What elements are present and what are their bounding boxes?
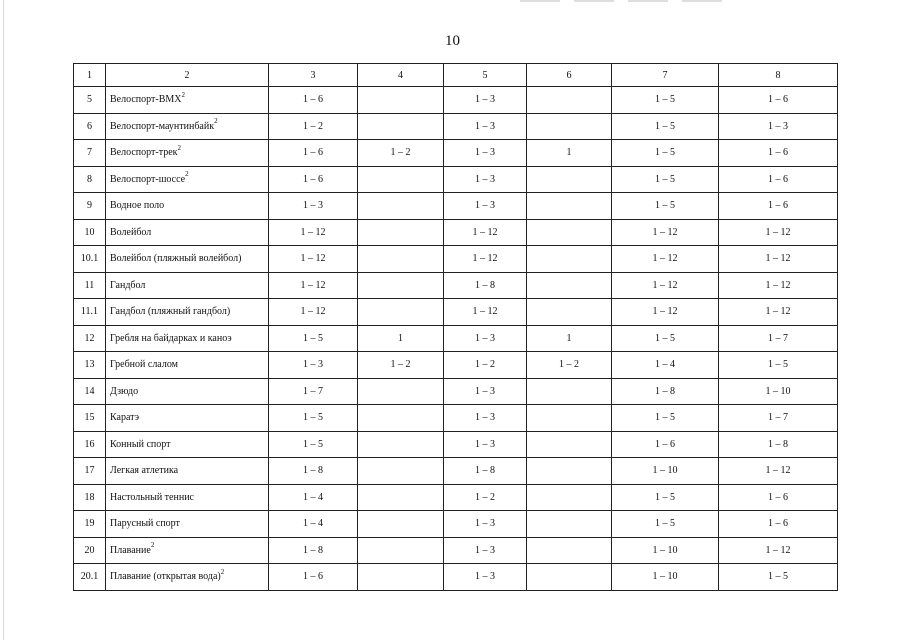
sport-name: Гребля на байдарках и каноэ — [110, 332, 232, 344]
value-cell-8: 1 – 5 — [719, 564, 838, 591]
value-cell-5: 1 – 2 — [444, 484, 527, 511]
value-cell-4 — [358, 219, 444, 246]
table-row — [74, 166, 838, 193]
value-cell-3: 1 – 6 — [269, 564, 358, 591]
value-cell-7: 1 – 5 — [612, 484, 719, 511]
value-cell-7: 1 – 8 — [612, 378, 719, 405]
table-body — [74, 87, 838, 591]
value-cell-4 — [358, 272, 444, 299]
column-header-4: 4 — [358, 64, 444, 87]
value-cell-7: 1 – 10 — [612, 458, 719, 485]
value-cell-3: 1 – 5 — [269, 325, 358, 352]
column-header-6: 6 — [527, 64, 612, 87]
sport-name: Плавание (открытая вода) — [110, 571, 221, 583]
value-cell-5: 1 – 3 — [444, 166, 527, 193]
column-header-8: 8 — [719, 64, 838, 87]
value-cell-4 — [358, 193, 444, 220]
sport-name: Плавание — [110, 544, 151, 556]
sport-name-cell — [106, 484, 269, 511]
value-cell-3: 1 – 5 — [269, 431, 358, 458]
value-cell-5: 1 – 3 — [444, 378, 527, 405]
value-cell-5: 1 – 12 — [444, 219, 527, 246]
sport-name: Каратэ — [110, 412, 140, 424]
table-row — [74, 219, 838, 246]
value-cell-4 — [358, 511, 444, 538]
value-cell-7: 1 – 12 — [612, 219, 719, 246]
value-cell-8: 1 – 7 — [719, 325, 838, 352]
footnote-marker: 2 — [185, 170, 189, 179]
sport-name: Гандбол (пляжный гандбол) — [110, 306, 231, 318]
sport-name-cell — [106, 193, 269, 220]
row-number: 16 — [74, 431, 106, 458]
value-cell-6 — [527, 564, 612, 591]
sport-name-cell — [106, 431, 269, 458]
value-cell-6 — [527, 113, 612, 140]
value-cell-5: 1 – 3 — [444, 140, 527, 167]
value-cell-3: 1 – 8 — [269, 458, 358, 485]
footnote-marker: 2 — [220, 567, 225, 576]
value-cell-7: 1 – 12 — [612, 299, 719, 326]
table-row — [74, 405, 838, 432]
column-header-7: 7 — [612, 64, 719, 87]
value-cell-7: 1 – 5 — [612, 140, 719, 167]
value-cell-7: 1 – 12 — [612, 272, 719, 299]
value-cell-6: 1 — [527, 140, 612, 167]
value-cell-6 — [527, 431, 612, 458]
value-cell-5: 1 – 3 — [444, 87, 527, 114]
value-cell-8: 1 – 6 — [719, 140, 838, 167]
value-cell-4 — [358, 246, 444, 273]
table-row — [74, 272, 838, 299]
sport-name: Настольный теннис — [110, 491, 194, 503]
value-cell-3: 1 – 7 — [269, 378, 358, 405]
value-cell-8: 1 – 12 — [719, 458, 838, 485]
value-cell-3: 1 – 12 — [269, 272, 358, 299]
row-number: 6 — [74, 113, 106, 140]
value-cell-5: 1 – 3 — [444, 113, 527, 140]
value-cell-5: 1 – 3 — [444, 325, 527, 352]
sport-name: Гребной слалом — [110, 359, 178, 371]
sport-name: Велоспорт-маунтинбайк — [110, 120, 215, 132]
value-cell-4: 1 – 2 — [358, 140, 444, 167]
footnote-marker: 2 — [181, 90, 185, 99]
value-cell-4 — [358, 564, 444, 591]
value-cell-5: 1 – 3 — [444, 511, 527, 538]
row-number: 11 — [74, 272, 106, 299]
sport-name-cell — [106, 140, 269, 167]
value-cell-6: 1 — [527, 325, 612, 352]
value-cell-7: 1 – 5 — [612, 511, 719, 538]
sport-name-cell — [106, 378, 269, 405]
table-row — [74, 246, 838, 273]
column-header-5: 5 — [444, 64, 527, 87]
value-cell-6 — [527, 511, 612, 538]
sport-name-cell — [106, 299, 269, 326]
table-row — [74, 193, 838, 220]
row-number: 5 — [74, 87, 106, 114]
value-cell-8: 1 – 6 — [719, 484, 838, 511]
value-cell-5: 1 – 12 — [444, 246, 527, 273]
row-number: 14 — [74, 378, 106, 405]
value-cell-4 — [358, 113, 444, 140]
scan-artifact — [520, 0, 730, 2]
value-cell-4: 1 — [358, 325, 444, 352]
sport-name-cell — [106, 113, 269, 140]
value-cell-3: 1 – 3 — [269, 193, 358, 220]
sport-name: Водное поло — [110, 200, 165, 212]
table-row — [74, 537, 838, 564]
column-header-2: 2 — [106, 64, 269, 87]
value-cell-6: 1 – 2 — [527, 352, 612, 379]
row-number: 10 — [74, 219, 106, 246]
value-cell-3: 1 – 8 — [269, 537, 358, 564]
table-row — [74, 484, 838, 511]
value-cell-8: 1 – 6 — [719, 87, 838, 114]
value-cell-4 — [358, 537, 444, 564]
row-number: 10.1 — [74, 246, 106, 273]
value-cell-7: 1 – 5 — [612, 405, 719, 432]
page-number: 10 — [445, 33, 460, 49]
row-number: 11.1 — [74, 299, 106, 326]
value-cell-7: 1 – 5 — [612, 87, 719, 114]
value-cell-3: 1 – 5 — [269, 405, 358, 432]
value-cell-5: 1 – 3 — [444, 564, 527, 591]
value-cell-4 — [358, 431, 444, 458]
sport-name-cell — [106, 511, 269, 538]
row-number: 9 — [74, 193, 106, 220]
value-cell-5: 1 – 2 — [444, 352, 527, 379]
value-cell-8: 1 – 6 — [719, 166, 838, 193]
value-cell-8: 1 – 6 — [719, 511, 838, 538]
value-cell-7: 1 – 10 — [612, 537, 719, 564]
table-row — [74, 299, 838, 326]
value-cell-6 — [527, 299, 612, 326]
value-cell-7: 1 – 5 — [612, 325, 719, 352]
value-cell-3: 1 – 3 — [269, 352, 358, 379]
row-number: 20 — [74, 537, 106, 564]
value-cell-6 — [527, 405, 612, 432]
sport-name: Волейбол — [110, 226, 152, 238]
sport-name-cell — [106, 87, 269, 114]
value-cell-8: 1 – 12 — [719, 537, 838, 564]
footnote-marker: 2 — [150, 541, 155, 550]
sports-table — [73, 63, 838, 591]
table-row — [74, 87, 838, 114]
row-number: 7 — [74, 140, 106, 167]
value-cell-8: 1 – 5 — [719, 352, 838, 379]
row-number: 17 — [74, 458, 106, 485]
sport-name: Гандбол — [110, 279, 146, 291]
sport-name: Велоспорт-BMX — [110, 94, 182, 106]
value-cell-7: 1 – 5 — [612, 113, 719, 140]
sport-name: Волейбол (пляжный волейбол) — [110, 253, 242, 265]
value-cell-6 — [527, 246, 612, 273]
value-cell-5: 1 – 3 — [444, 193, 527, 220]
value-cell-6 — [527, 166, 612, 193]
row-number: 8 — [74, 166, 106, 193]
value-cell-6 — [527, 219, 612, 246]
value-cell-7: 1 – 12 — [612, 246, 719, 273]
value-cell-5: 1 – 3 — [444, 537, 527, 564]
value-cell-3: 1 – 6 — [269, 166, 358, 193]
value-cell-8: 1 – 7 — [719, 405, 838, 432]
sport-name: Велоспорт-шоссе — [110, 173, 186, 185]
row-number: 12 — [74, 325, 106, 352]
value-cell-7: 1 – 5 — [612, 193, 719, 220]
value-cell-8: 1 – 12 — [719, 272, 838, 299]
sport-name: Конный спорт — [110, 438, 171, 450]
value-cell-6 — [527, 537, 612, 564]
table-row — [74, 511, 838, 538]
value-cell-5: 1 – 8 — [444, 458, 527, 485]
value-cell-4 — [358, 484, 444, 511]
value-cell-3: 1 – 6 — [269, 87, 358, 114]
value-cell-7: 1 – 4 — [612, 352, 719, 379]
row-number: 18 — [74, 484, 106, 511]
value-cell-6 — [527, 458, 612, 485]
header-row — [74, 64, 838, 87]
value-cell-6 — [527, 87, 612, 114]
value-cell-3: 1 – 6 — [269, 140, 358, 167]
sport-name-cell — [106, 219, 269, 246]
value-cell-3: 1 – 2 — [269, 113, 358, 140]
value-cell-6 — [527, 484, 612, 511]
sport-name-cell — [106, 352, 269, 379]
sport-name: Велоспорт-трек — [110, 147, 178, 159]
value-cell-4 — [358, 378, 444, 405]
sport-name-cell — [106, 564, 269, 591]
footnote-marker: 2 — [214, 117, 218, 126]
sport-name-cell — [106, 246, 269, 273]
sport-name: Легкая атлетика — [110, 465, 179, 477]
table-row — [74, 325, 838, 352]
sport-name-cell — [106, 166, 269, 193]
value-cell-8: 1 – 8 — [719, 431, 838, 458]
value-cell-7: 1 – 6 — [612, 431, 719, 458]
table-header — [74, 64, 838, 87]
value-cell-3: 1 – 12 — [269, 299, 358, 326]
value-cell-8: 1 – 12 — [719, 219, 838, 246]
row-number: 13 — [74, 352, 106, 379]
row-number: 19 — [74, 511, 106, 538]
value-cell-4 — [358, 458, 444, 485]
value-cell-8: 1 – 6 — [719, 193, 838, 220]
table-row — [74, 140, 838, 167]
sport-name: Парусный спорт — [110, 518, 180, 530]
sport-name-cell — [106, 325, 269, 352]
value-cell-3: 1 – 4 — [269, 511, 358, 538]
footnote-marker: 2 — [177, 143, 181, 152]
value-cell-4 — [358, 299, 444, 326]
table-row — [74, 378, 838, 405]
table-row — [74, 113, 838, 140]
value-cell-8: 1 – 12 — [719, 246, 838, 273]
table-row — [74, 458, 838, 485]
value-cell-8: 1 – 3 — [719, 113, 838, 140]
value-cell-3: 1 – 4 — [269, 484, 358, 511]
value-cell-8: 1 – 12 — [719, 299, 838, 326]
table-row — [74, 352, 838, 379]
value-cell-3: 1 – 12 — [269, 246, 358, 273]
row-number: 15 — [74, 405, 106, 432]
value-cell-5: 1 – 8 — [444, 272, 527, 299]
table-row — [74, 431, 838, 458]
column-header-1: 1 — [74, 64, 106, 87]
table-row — [74, 564, 838, 591]
value-cell-5: 1 – 12 — [444, 299, 527, 326]
row-number: 20.1 — [74, 564, 106, 591]
scan-edge-line — [3, 0, 4, 640]
column-header-3: 3 — [269, 64, 358, 87]
sport-name: Дзюдо — [110, 385, 139, 397]
value-cell-6 — [527, 378, 612, 405]
value-cell-4: 1 – 2 — [358, 352, 444, 379]
value-cell-4 — [358, 87, 444, 114]
value-cell-6 — [527, 193, 612, 220]
value-cell-6 — [527, 272, 612, 299]
value-cell-4 — [358, 166, 444, 193]
value-cell-8: 1 – 10 — [719, 378, 838, 405]
value-cell-7: 1 – 5 — [612, 166, 719, 193]
value-cell-7: 1 – 10 — [612, 564, 719, 591]
sport-name-cell — [106, 458, 269, 485]
value-cell-4 — [358, 405, 444, 432]
sport-name-cell — [106, 537, 269, 564]
value-cell-3: 1 – 12 — [269, 219, 358, 246]
value-cell-5: 1 – 3 — [444, 405, 527, 432]
value-cell-5: 1 – 3 — [444, 431, 527, 458]
sport-name-cell — [106, 405, 269, 432]
sport-name-cell — [106, 272, 269, 299]
